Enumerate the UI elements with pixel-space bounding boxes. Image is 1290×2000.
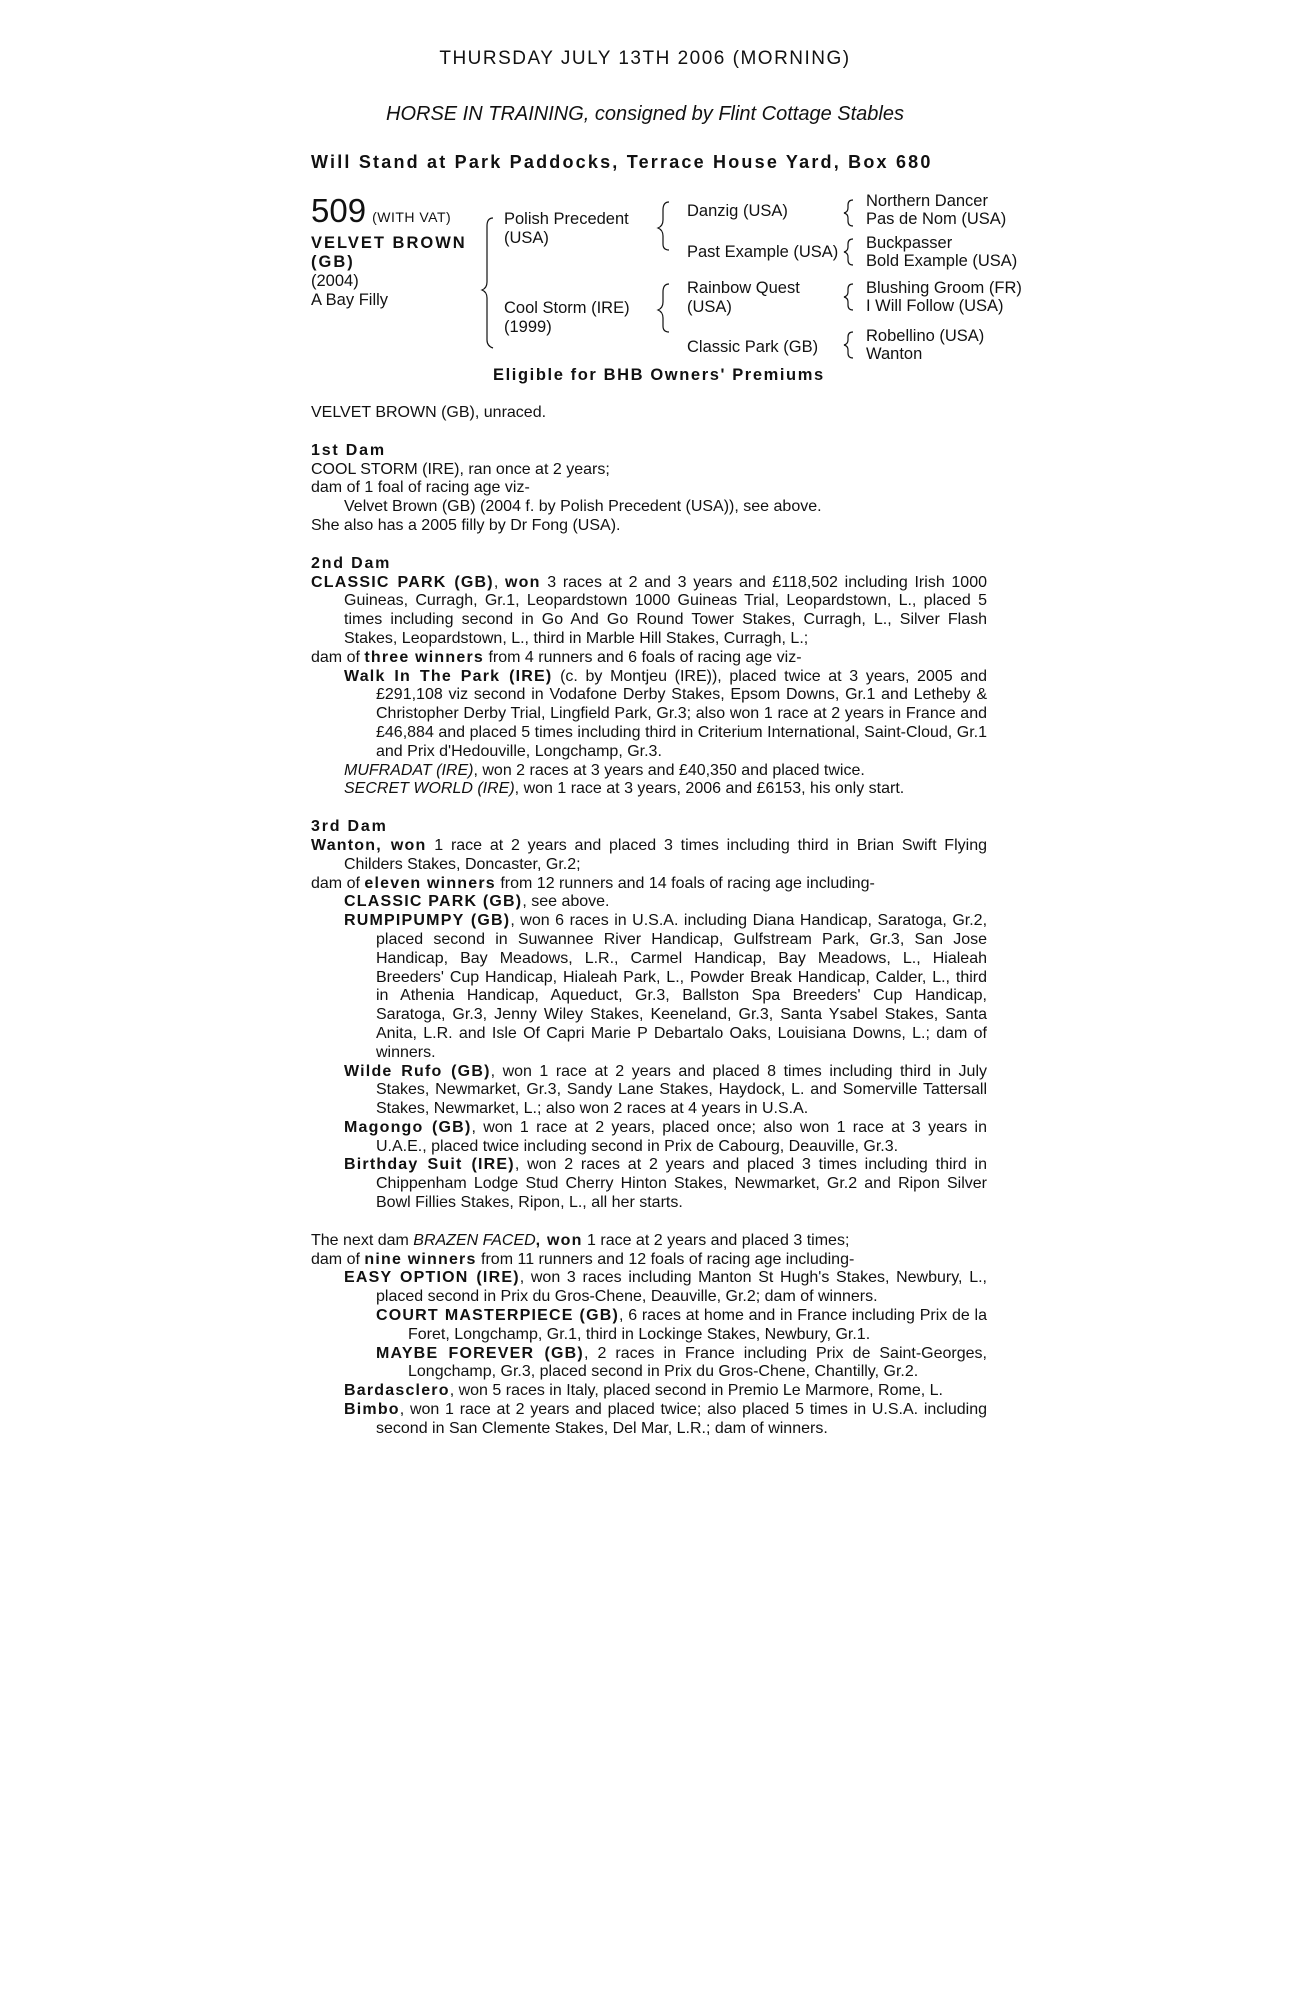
bracket-sd [844, 239, 853, 265]
dam-sire: Rainbow Quest (USA) [687, 279, 800, 316]
sire-sire-dam: Pas de Nom (USA) [866, 210, 1007, 228]
next-dam-grandfoal-2: MAYBE FOREVER (GB), 2 races in France including Prix de Saint-Georges, Longchamp, Gr.3, placed second in Prix du Gros-Chene, Chantilly, Gr.2. [376, 1344, 987, 1381]
first-dam-heading: 1st Dam [311, 441, 386, 459]
premium-eligibility: Eligible for BHB Owners' Premiums [493, 366, 825, 384]
third-dam-foal-3: Wilde Rufo (GB), won 1 race at 2 years and placed 8 times including third in July Stakes, Newmarket, Gr.3, Sandy Lane Stakes, Haydock, L. and Somerville Tattersall Stakes, Newmarket, L.; also won 2 races at 4 years in U.S.A. [344, 1062, 988, 1118]
first-dam-produce: dam of 1 foal of racing age viz- [311, 479, 530, 497]
lot-number-line [311, 192, 451, 230]
catalogue-text [311, 404, 987, 1439]
bracket-ss [844, 200, 853, 226]
bracket-gen1 [482, 218, 493, 348]
next-dam-entry: The next dam BRAZEN FACED, won 1 race at 2 years and placed 3 times; [311, 1231, 850, 1249]
bracket-ds [844, 284, 853, 310]
first-dam-foal: Velvet Brown (GB) (2004 f. by Polish Precedent (USA)), see above. [344, 498, 822, 516]
race-summary: VELVET BROWN (GB), unraced. [311, 404, 547, 421]
consignment-subtitle: HORSE IN TRAINING, consigned by Flint Cottage Stables [386, 103, 904, 125]
stand-location: Will Stand at Park Paddocks, Terrace House Yard, Box 680 [311, 152, 933, 172]
horse-description: A Bay Filly [311, 291, 389, 309]
foaling-year: (2004) [311, 272, 359, 290]
next-dam-foal-3: Bimbo, won 1 race at 2 years and placed twice; also placed 5 times in U.S.A. including second in San Clemente Stakes, Del Mar, L.R.; dam of winners. [344, 1401, 987, 1437]
second-dam-foal-1: Walk In The Park (IRE) (c. by Montjeu (IRE)), placed twice at 3 years, 2005 and £291,108 viz second in Vodafone Derby Stakes, Epsom Downs, Gr.1 and Letheby & Christopher Derby Trial, Lingfield Park, Gr.3; also won 1 race at 2 years in France and £46,884 and placed 5 times including third in Criterium International, Saint-Cloud, Gr.1 and Prix d'Hedouville, Longchamp, Gr.3. [344, 667, 987, 760]
second-dam-foal-2: MUFRADAT (IRE), won 2 races at 3 years and £40,350 and placed twice. [344, 761, 865, 779]
dam-dam: Classic Park (GB) [687, 338, 819, 356]
dam-dam-sire: Robellino (USA) [866, 327, 985, 345]
dam-sire-sire: Blushing Groom (FR) [866, 279, 1022, 297]
next-dam-grandfoal-1: COURT MASTERPIECE (GB), 6 races at home and in France including Prix de la Foret, Longchamp, Gr.1, third in Lockinge Stakes, Newbury, Gr.1. [376, 1307, 988, 1343]
third-dam-foal-2: RUMPIPUMPY (GB), won 6 races in U.S.A. including Diana Handicap, Saratoga, Gr.2, placed second in Suwannee River Handicap, Gulfstream Park, Gr.3, San Jose Handicap, Bay Meadows, L.R., Carmel Handicap, Bay Meadows, L., Hialeah Breeders' Cup Handicap, Hialeah Park, L., Powder Break Handicap, Calder, L., third in Athenia Handicap, Aqueduct, Gr.3, Ballston Spa Breeders' Cup Handicap, Saratoga, Gr.3, Jenny Wiley Stakes, Keeneland, Gr.3, Santa Ysabel Stakes, Santa Anita, L.R. and Isle Of Capri Marie P Debartalo Oaks, Louisiana Downs, L.; dam of winners. [344, 912, 988, 1061]
sire-dam: Past Example (USA) [687, 243, 839, 261]
sire-dam-sire: Buckpasser [866, 234, 953, 252]
third-dam-foal-4: Magongo (GB), won 1 race at 2 years, placed once; also won 1 race at 3 years in U.A.E., placed twice including second in Prix de Cabourg, Deauville, Gr.3. [344, 1118, 987, 1155]
second-dam-foal-3: SECRET WORLD (IRE), won 1 race at 3 years, 2006 and £6153, his only start. [344, 780, 905, 798]
sire-sire-sire: Northern Dancer [866, 192, 988, 210]
vat-note: (WITH VAT) [372, 209, 452, 225]
horse-info [311, 272, 388, 310]
next-dam-foal-2: Bardasclero, won 5 races in Italy, placed second in Premio Le Marmore, Rome, L. [344, 1382, 943, 1400]
lot-number: 509 [311, 192, 367, 229]
second-dam-entry: CLASSIC PARK (GB), won 3 races at 2 and 3 years and £118,502 including Irish 1000 Guineas, Curragh, Gr.1, Leopardstown 1000 Guineas Trial, Leopardstown, L., placed 5 times including second in Go And Go Round Tower Stakes, Curragh, L., Silver Flash Stakes, Leopardstown, L., third in Marble Hill Stakes, Curragh, L.; [311, 573, 987, 647]
horse-name: VELVET BROWN (GB) [311, 234, 467, 271]
first-dam-line: COOL STORM (IRE), ran once at 2 years; [311, 460, 610, 478]
third-dam-foal-1: CLASSIC PARK (GB), see above. [344, 893, 610, 911]
third-dam-foal-5: Birthday Suit (IRE), won 2 races at 2 years and placed 3 times including third in Chippenham Lodge Stud Cherry Hinton Stakes, Newmarket, Gr.2 and Ripon Silver Bowl Fillies Stakes, Ripon, L., all her starts. [344, 1156, 987, 1212]
bracket-sire [658, 202, 669, 250]
third-dam-heading: 3rd Dam [311, 818, 388, 836]
next-dam-produce: dam of nine winners from 11 runners and 12 foals of racing age including- [311, 1250, 855, 1268]
sire-sire: Danzig (USA) [687, 202, 788, 220]
first-dam-note: She also has a 2005 filly by Dr Fong (USA). [311, 516, 621, 534]
bracket-dd [844, 332, 853, 358]
pedigree-block [311, 192, 1031, 392]
sale-date: THURSDAY JULY 13TH 2006 (MORNING) [439, 48, 851, 69]
sire-dam-dam: Bold Example (USA) [866, 252, 1018, 270]
dam-sire-dam: I Will Follow (USA) [866, 297, 1004, 315]
dam-name: Cool Storm (IRE) (1999) [504, 299, 630, 336]
third-dam-entry: Wanton, won 1 race at 2 years and placed 3 times including third in Brian Swift Flying Childers Stakes, Doncaster, Gr.2; [311, 836, 987, 873]
sire-name: Polish Precedent (USA) [504, 210, 629, 247]
second-dam-heading: 2nd Dam [311, 554, 392, 572]
next-dam-foal-1: EASY OPTION (IRE), won 3 races including Manton St Hugh's Stakes, Newbury, L., placed second in Prix du Gros-Chene, Deauville, Gr.2; dam of winners. [344, 1269, 987, 1306]
dam-dam-dam: Wanton [866, 345, 923, 363]
third-dam-produce: dam of eleven winners from 12 runners and 14 foals of racing age including- [311, 874, 875, 892]
second-dam-produce: dam of three winners from 4 runners and 6 foals of racing age viz- [311, 648, 802, 666]
bracket-dam [658, 284, 669, 332]
